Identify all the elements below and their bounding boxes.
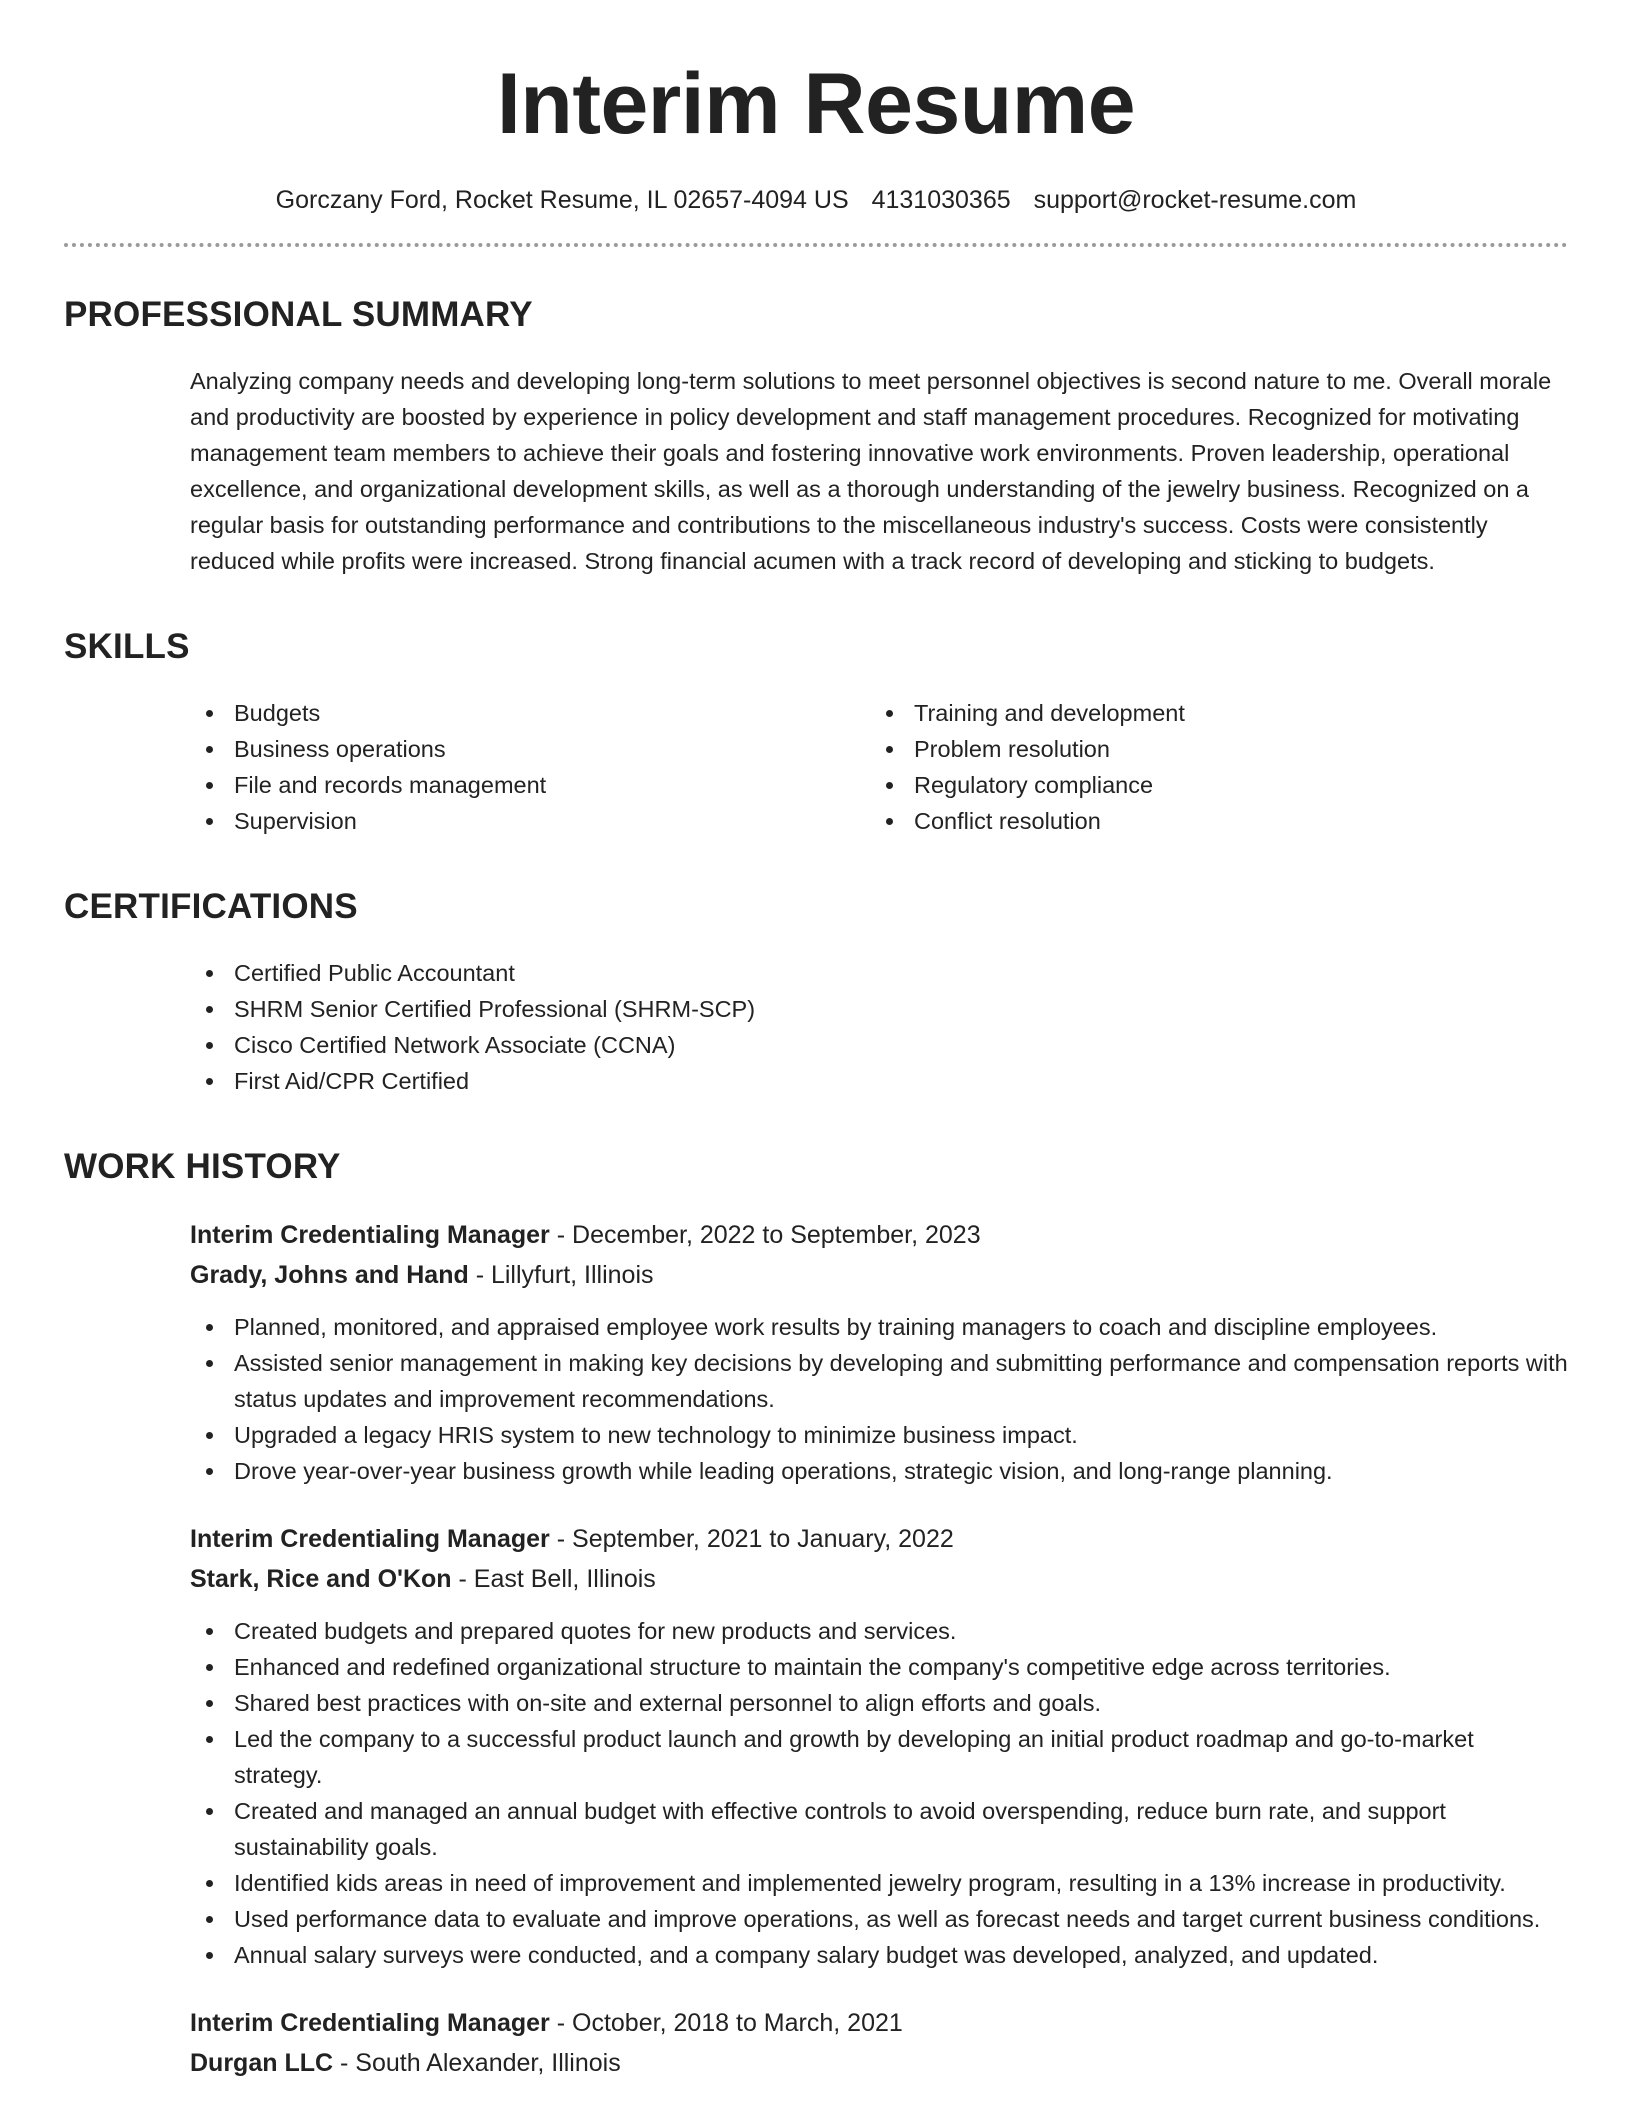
job-role-line	[190, 1519, 1568, 1559]
skill-item: Business operations	[190, 731, 870, 767]
certification-item: First Aid/CPR Certified	[190, 1063, 1568, 1099]
job-role: Interim Credentialing Manager	[190, 1221, 550, 1249]
job-bullet: Annual salary surveys were conducted, and a company salary budget was developed, analyzed, and updated.	[190, 1937, 1568, 1973]
job-bullet: Created budgets and prepared quotes for new products and services.	[190, 1613, 1568, 1649]
skills-list	[64, 695, 1568, 839]
job-company: Durgan LLC	[190, 2049, 334, 2077]
skills-title: SKILLS	[64, 627, 190, 666]
summary-text: Analyzing company needs and developing long-term solutions to meet personnel objectives is second nature to me. Overall morale and productivity are boosted by experience in policy development and staff management procedures. Recognized for motivating management team members to achieve their goals and fostering innovative work environments. Proven leadership, operational excellence, and organizational development skills, as well as a thorough understanding of the jewelry business. Recognized on a regular basis for outstanding performance and contributions to the miscellaneous industry's success. Costs were consistently reduced while profits were increased. Strong financial acumen with a track record of developing and sticking to budgets.	[190, 368, 1552, 574]
job-entry	[64, 1519, 1568, 1973]
job-role-line	[190, 1215, 1568, 1255]
certifications-title: CERTIFICATIONS	[64, 887, 358, 926]
contact-address: Gorczany Ford, Rocket Resume, IL 02657-4094 US	[275, 186, 849, 214]
certification-item: Cisco Certified Network Associate (CCNA)	[190, 1027, 1568, 1063]
skill-item: Regulatory compliance	[870, 767, 1550, 803]
job-company: Grady, Johns and Hand	[190, 1261, 469, 1289]
job-bullet: Shared best practices with on-site and external personnel to align efforts and goals.	[190, 1685, 1568, 1721]
work-history-title: WORK HISTORY	[64, 1147, 341, 1186]
job-bullet: Led the company to a successful product launch and growth by developing an initial product roadmap and go-to-market strategy.	[190, 1721, 1568, 1793]
job-company: Stark, Rice and O'Kon	[190, 1565, 452, 1593]
certifications-list	[64, 955, 1568, 1099]
job-bullets	[190, 1309, 1568, 1489]
contact-phone: 4131030365	[871, 186, 1011, 214]
resume-name: Interim Resume	[496, 56, 1136, 152]
job-role: Interim Credentialing Manager	[190, 2009, 550, 2037]
job-bullet: Drove year-over-year business growth while leading operations, strategic vision, and long-range planning.	[190, 1453, 1568, 1489]
skill-item: Problem resolution	[870, 731, 1550, 767]
certification-item: Certified Public Accountant	[190, 955, 1568, 991]
job-dates: - October, 2018 to March, 2021	[549, 2009, 903, 2037]
job-bullet: Identified kids areas in need of improvement and implemented jewelry program, resulting in a 13% increase in productivity.	[190, 1865, 1568, 1901]
contact-email: support@rocket-resume.com	[1033, 186, 1357, 214]
job-location: - East Bell, Illinois	[451, 1565, 656, 1593]
job-role-line	[190, 2003, 1568, 2043]
contact-line	[64, 186, 1568, 215]
job-bullet: Upgraded a legacy HRIS system to new technology to minimize business impact.	[190, 1417, 1568, 1453]
job-company-line	[190, 2043, 1568, 2083]
skills-right-column	[870, 695, 1550, 839]
skill-item: Conflict resolution	[870, 803, 1550, 839]
job-bullet: Created and managed an annual budget with effective controls to avoid overspending, reduce burn rate, and support sustainability goals.	[190, 1793, 1568, 1865]
header-divider	[64, 243, 1568, 247]
job-dates: - September, 2021 to January, 2022	[549, 1525, 954, 1553]
job-dates: - December, 2022 to September, 2023	[549, 1221, 981, 1249]
job-location: - South Alexander, Illinois	[333, 2049, 621, 2077]
skill-item: Training and development	[870, 695, 1550, 731]
job-bullet: Planned, monitored, and appraised employee work results by training managers to coach and discipline employees.	[190, 1309, 1568, 1345]
job-role: Interim Credentialing Manager	[190, 1525, 550, 1553]
certification-item: SHRM Senior Certified Professional (SHRM-SCP)	[190, 991, 1568, 1027]
skill-item: Supervision	[190, 803, 870, 839]
job-bullet: Assisted senior management in making key decisions by developing and submitting performance and compensation reports with status updates and improvement recommendations.	[190, 1345, 1568, 1417]
skill-item: File and records management	[190, 767, 870, 803]
job-bullets	[190, 1613, 1568, 1973]
skills-left-column	[190, 695, 870, 839]
job-location: - Lillyfurt, Illinois	[468, 1261, 654, 1289]
job-bullet: Enhanced and redefined organizational structure to maintain the company's competitive edge across territories.	[190, 1649, 1568, 1685]
skill-item: Budgets	[190, 695, 870, 731]
job-entry	[64, 2003, 1568, 2083]
job-bullet: Used performance data to evaluate and improve operations, as well as forecast needs and target current business conditions.	[190, 1901, 1568, 1937]
job-company-line	[190, 1559, 1568, 1599]
job-company-line	[190, 1255, 1568, 1295]
job-entry	[64, 1215, 1568, 1489]
summary-title: PROFESSIONAL SUMMARY	[64, 295, 533, 334]
